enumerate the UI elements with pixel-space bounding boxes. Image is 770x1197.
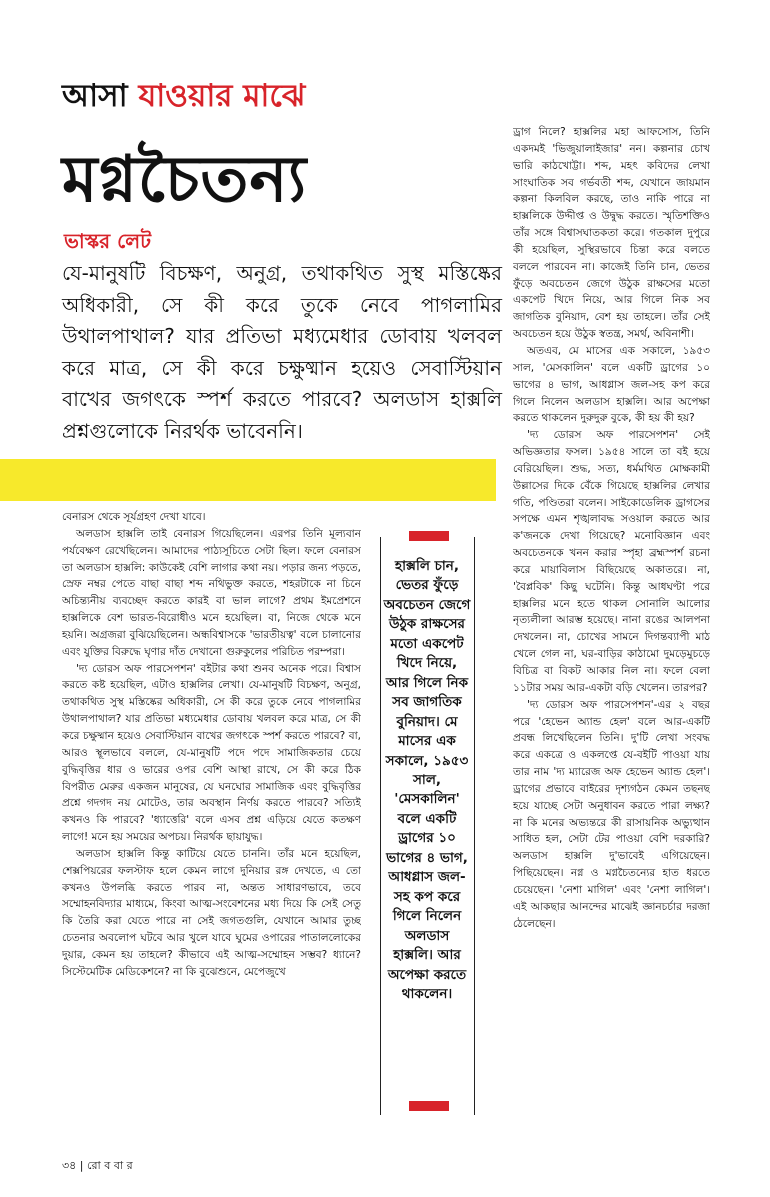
magazine-name: রো ব বা র [87, 1159, 133, 1172]
body-paragraph: অলডাস হাক্সলি তাই বেনারস গিয়েছিলেন। এরপর তিনি মূল্যবান পর্যবেক্ষণ রেখেছিলেন। আমাদের পাঠ্যসূচিতে সেটা ছিল। ফলে বেনারস তা অলডাস হাক্সলি: কাউকেই বেশি লাগার কথা নয়। পড়ার জন্য পড়তে, স্রেফ নম্বর পেতে বাছা বাছা শব্দ নথিভুক্ত করতে, শহরটাকে না চিনে অচিন্ত্যনীয় ব্যবচ্ছেদ করতে কারই বা ভাল লাগে? প্রথম ইমপ্রেশনে হাক্সলিকে বেশ ভারত-বিরোধীও মনে হয়েছিল। বা, নিজে থেকে মনে হয়নি। অগ্রজরা বুঝিয়েছিলেন। অন্ধবিশ্বাসকে 'ভারতীয়ত্ব' বলে চালানোর এবং যুক্তির বিরুদ্ধে ঘৃণার দাঁত দেখানো গুরুকুলের পরিচিত পরম্পরা। [62, 527, 361, 658]
pullquote-rule-right [474, 537, 475, 1115]
body-paragraph: 'দ্য ডোরস অফ পারসেপশন' সেই অভিজ্ঞতার ফসল। ১৯৫৪ সালে তা বই হয়ে বেরিয়েছিল। শুদ্ধ, সত্য, ধর্মমথিত মোক্ষকামী উল্লাসের দিকে বেঁকে গিয়েছে হাক্সলির লেখার গতি, পণ্ডিতরা বলেন। সাইকোডেলিক ড্রাগসের সপক্ষে এমন শৃঙ্খলাবদ্ধ সওয়াল করতে আর ক'জনকে দেখা গিয়েছে? মনোবিজ্ঞান এবং অবচেতনকে খনন করার স্পৃহা ব্রহ্মস্পর্শ রচনা করে মায়াবিলাস বিছিয়েছে অকাতরে। না, 'বৈপ্লবিক' কিছু ঘটেনি। কিন্তু আধঘণ্টা পরে হাক্সলির মনে হতে থাকল সোনালি আলোর নৃত্যলীলা আরম্ভ হয়েছে। নানা রঙের আলপনা দেখলেন। না, চোখের সামনে দিগন্তব্যাপী মাঠ খেলে গেল না, ঘর-বাড়ির কাঠামো দুমড়েমুচড়ে বিচিত্র বা বিকট আকার নিল না। ফলে বেলা ১১টার সময় আর-একটা বড়ি খেলেন। তারপর? [513, 429, 710, 694]
body-paragraph: অলডাস হাক্সলি কিন্তু কাটিয়ে যেতে চাননি। তাঁর মনে হয়েছিল, শেক্সপিয়রের ফলস্টাফ হলে কেমন লাগে দুনিয়ার রঙ্গ দেখতে, এ তো কখনও উপলব্ধি করতে পারব না, অন্তত সাধারণভাবে, তবে সম্মোহনবিদ্যার মাধ্যমে, কিংবা আত্ম-সংবেশনের মধ্য দিয়ে কি সেই সেতু কি তৈরি করা যেতে পারে না সেই জগতগুলি, যেখানে আমার তুচ্ছ চেতনার অবলোপ ঘটবে আর খুলে যাবে ঘুমের ওপারের পাতাললোকের দুয়ার, কেমন হয় তাহলে? কীভাবে এই আত্ম-সম্মোহন সম্ভব? ধ্যানে? সিস্টেমেটিক মেডিকেশনে? না কি বুঝেশুনে, মেপেজুখে [62, 847, 361, 978]
series-title-part-2: যাওয়ার মাঝে [138, 78, 306, 114]
body-column-right [513, 124, 710, 1118]
series-title [62, 76, 305, 116]
body-paragraph: 'দ্য ডোরস অফ পারসেপশন' বইটার কথা শুনব অনেক পরে। বিশ্বাস করতে কষ্ট হয়েছিল, এটাও হাক্সলির লেখা। যে-মানুষটি বিচক্ষণ, অনুগ্র, তথাকথিত সুস্থ মস্তিষ্কের অধিকারী, সে কী করে তুকে নেবে পাগলামির উথালপাথাল? যার প্রতিভা মধ্যমেধার ডোবায় খলবল করে মাত্র, সে কী করে চক্ষুষ্মান হয়েও সেবাস্টিয়ান বাখের জগৎকে স্পর্শ করতে পারবে? বা, আরও স্থূলভাবে বললে, যে-মানুষটি পদে পদে সামাজিকতার চেয়ে বুদ্ধিবৃত্তির ধার ও ভারের ওপর বেশি আস্থা রাখে, সে কী করে ঠিক বিপরীত মেরুর একজন মানুষের, যে ঘনঘোর সামাজিক এবং বুদ্ধিবৃত্তির প্রশ্নে গদগদ নয় মোটেও, তার অবস্থান নির্ণয় করতে পারবে? সত্যিই কখনও কি পারবে? 'ধ্যাত্তেরি' বলে এসব প্রশ্ন এড়িয়ে যেতে কতক্ষণ লাগে! মনে হয় সময়ের অপচয়। নিরর্থক ছায়াযুদ্ধ। [62, 662, 361, 844]
yellow-band [0, 459, 496, 501]
pullquote-rule-left [380, 537, 381, 1115]
body-paragraph: ড্রাগ নিলে? হাক্সলির মহা আফসোস, তিনি একদমই 'ভিজুয়ালাইজার' নন। কল্পনার চোখ ভারি কাঠখোট্টা। শব্দ, মহৎ কবিদের লেখা সাংঘাতিক সব গর্ভবতী শব্দ, যেখানে জায়মান কল্পনা কিলবিল করছে, তাও নাকি পারে না হাক্সলিকে উদ্দীপ্ত ও উদ্বুদ্ধ করতে। স্মৃতিশক্তিও তাঁর সঙ্গে বিশ্বাসঘাতকতা করে। গতকাল দুপুরে কী হয়েছিল, সুস্থিরভাবে চিন্তা করে বলতে বললে পারবেন না। কাজেই তিনি চান, ভেতর ফুঁড়ে অবচেতন জেগে উঠুক রাক্ষসের মতো একপেট খিদে নিয়ে, আর গিলে নিক সব জাগতিক বুনিয়াদ, বেশ হয় তাহলে। তাঁর সেই অবচেতন হয়ে উঠুক স্বতন্ত্র, সমর্থ, অবিনাশী। [513, 126, 710, 341]
author-byline: ভাস্কর লেট [64, 229, 151, 253]
page-footer [62, 1158, 133, 1174]
article-headline: মগ্নচৈতন্য [62, 143, 308, 217]
pullquote-top-bar [409, 531, 449, 541]
body-paragraph: 'দ্য ডোরস অফ পারসেপশন'-এর ২ বছর পরে 'হেভেন অ্যান্ড হেল' বলে আর-একটি প্রবন্ধ লিখেছিলেন তিনি। দু'টি লেখা সংবদ্ধ করে একত্রে ও একলপ্তে যে-বইটি পাওয়া যায় তার নাম 'দ্য ম্যারেজ অফ হেভেন অ্যান্ড হেল'। ড্রাগের প্রভাবে বাইরের দৃশ্যগঠন কেমন তছনছ হয়ে যাচ্ছে সেটা অনুধাবন করতে পারা লক্ষ্য? না কি মনের অভ্যন্তরে কী রাসায়নিক অভ্যুত্থান সাধিত হল, সেটা টের পাওয়া বেশি দরকারি? অলডাস হাক্সলি দু'ভাবেই এগিয়েছেন। পিছিয়েছেন। নগ্ন ও মগ্নচৈতন্যের হাত ধরতে চেয়েছেন। 'নেশা মাগিল' এবং 'নেশা লাগিল'। এই আকছার আনন্দের মাঝেই জ্ঞানচর্চার দরজা ঠেলেছেন। [513, 698, 710, 930]
pullquote: হাক্সলি চান, ভেতর ফুঁড়ে অবচেতন জেগে উঠুক রাক্ষসের মতো একপেট খিদে নিয়ে, আর গিলে নিক সব জাগতিক বুনিয়াদ। মে মাসের এক সকালে, ১৯৫৩ সাল, 'মেসকালিন' বলে একটি ড্রাগের ১০ ভাগের ৪ ভাগ, আধগ্লাস জল-সহ কপ করে গিলে নিলেন অলডাস হাক্সলি। আর অপেক্ষা করতে থাকলেন। [383, 558, 471, 1002]
body-column-left [62, 509, 361, 1121]
body-paragraph: অতএব, মে মাসের এক সকালে, ১৯৫৩ সাল, 'মেসকালিন' বলে একটি ড্রাগের ১০ ভাগের ৪ ভাগ, আধগ্লাস জল-সহ কপ করে গিলে নিলেন অলডাস হাক্সলি। আর অপেক্ষা করতে থাকলেন দুরুদুরু বুকে, কী হয় কী হয়? [513, 344, 710, 425]
footer-separator: | [79, 1159, 87, 1172]
page-number: ৩৪ [62, 1159, 77, 1172]
pullquote-bottom-bar [409, 1101, 449, 1111]
series-title-part-1: আসা [62, 78, 128, 114]
article-deck: যে-মানুষটি বিচক্ষণ, অনুগ্র, তথাকথিত সুস্থ মস্তিষ্কের অধিকারী, সে কী করে তুকে নেবে পাগলামির উথালপাথাল? যার প্রতিভা মধ্যমেধার ডোবায় খলবল করে মাত্র, সে কী করে চক্ষুষ্মান হয়েও সেবাস্টিয়ান বাখের জগৎকে স্পর্শ করতে পারবে? অলডাস হাক্সলি প্রশ্নগুলোকে নিরর্থক ভাবেননি। [62, 261, 502, 443]
body-paragraph: বেনারস থেকে সূর্যগ্রহণ দেখা যাবে। [62, 511, 206, 523]
